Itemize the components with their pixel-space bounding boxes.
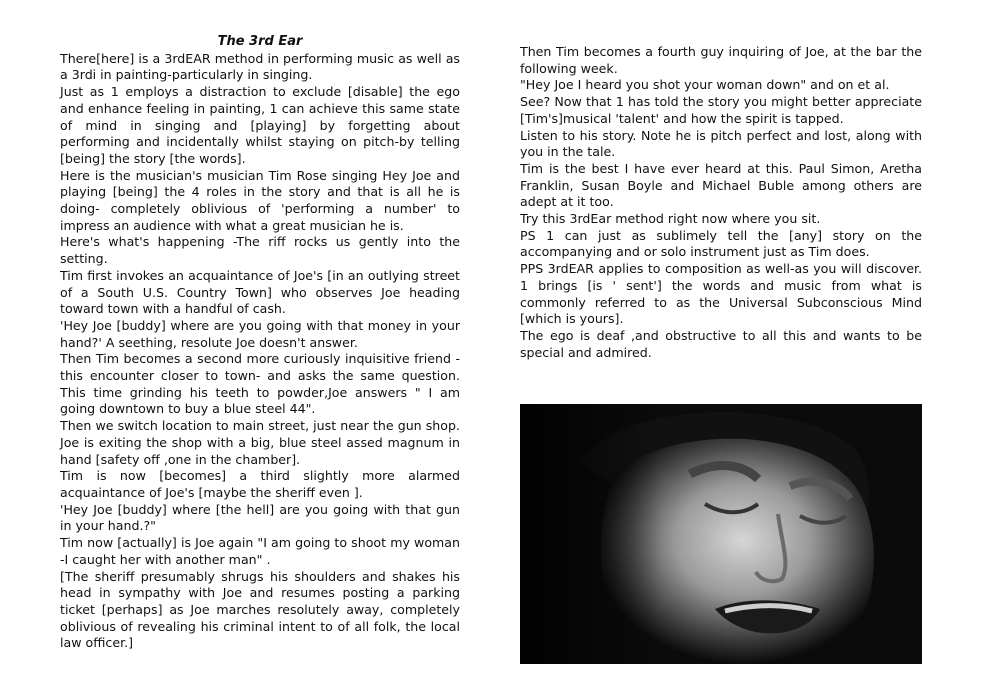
- left-column: [60, 34, 460, 652]
- singer-face-photo-icon: [520, 404, 922, 664]
- paragraph: See? Now that 1 has told the story you might better appreciate [Tim's]musical 'talent' and how the spirit is tapped.: [520, 94, 922, 126]
- paragraph: Tim first invokes an acquaintance of Joe's [in an outlying street of a South U.S. Country Town] who observes Joe heading toward town with a handful of cash.: [60, 267, 460, 317]
- paragraph: Tim now [actually] is Joe again "I am going to shoot my woman -I caught her with another man" .: [60, 535, 460, 567]
- paragraph: There[here] is a 3rdEAR method in performing music as well as a 3rdi in painting-particularly in singing.: [60, 50, 460, 83]
- paragraph: 'Hey Joe [buddy] where are you going with that money in your hand?' A seething, resolute Joe doesn't answer.: [60, 317, 460, 350]
- paragraph: "Hey Joe I heard you shot your woman down" and on et al.: [520, 77, 890, 93]
- paragraph: Tim is now [becomes] a third slightly more alarmed acquaintance of Joe's [maybe the sheriff even ].: [60, 468, 460, 500]
- paragraph: Then Tim becomes a second more curiously inquisitive friend -this encounter closer to town- and asks the same question. This time grinding his teeth to powder,Joe answers " I am going downtown to buy a blue steel 44".: [60, 351, 460, 417]
- paragraph: [The sheriff presumably shrugs his shoulders and shakes his head in sympathy with Joe and resumes posting a parking ticket [perhaps] as Joe marches resolutely away, completely oblivious of revealing his criminal intent to of all folk, the local law officer.]: [60, 568, 460, 651]
- document-title: The 3rd Ear: [217, 34, 303, 49]
- paragraph: Here is the musician's musician Tim Rose singing Hey Joe and playing [being] the 4 roles in the story and that is all he is doing- completely oblivious of 'performing a number' to impress an audience with what a great musician he is.: [60, 167, 460, 233]
- paragraph: 'Hey Joe [buddy] where [the hell] are you going with that gun in your hand.?": [60, 501, 460, 534]
- singer-photo: [520, 404, 922, 664]
- paragraph: Listen to his story. Note he is pitch perfect and lost, along with you in the tale.: [520, 127, 922, 160]
- paragraph: Then Tim becomes a fourth guy inquiring of Joe, at the bar the following week.: [520, 44, 922, 76]
- right-column: [520, 44, 922, 361]
- paragraph: Here's what's happening -The riff rocks us gently into the setting.: [60, 234, 460, 267]
- paragraph: Just as 1 employs a distraction to exclude [disable] the ego and enhance feeling in painting, 1 can achieve this same state of mind in singing and [playing] by forgetting about performing and incidentally whilst staying on pitch-by telling [being] the story [the words].: [60, 84, 460, 166]
- paragraph: Then we switch location to main street, just near the gun shop. Joe is exiting the shop with a big, blue steel assed magnum in hand [safety off ,one in the chamber].: [60, 418, 460, 467]
- paragraph: PPS 3rdEAR applies to composition as well-as you will discover. 1 brings [is ' sent'] the words and music from what is commonly referred to as the Universal Subconscious Mind [which is yours].: [520, 261, 922, 327]
- paragraph: Try this 3rdEar method right now where you sit.: [520, 211, 821, 227]
- paragraph: The ego is deaf ,and obstructive to all this and wants to be special and admired.: [520, 327, 922, 360]
- paragraph: PS 1 can just as sublimely tell the [any] story on the accompanying and or solo instrument just as Tim does.: [520, 227, 922, 260]
- paragraph: Tim is the best I have ever heard at this. Paul Simon, Aretha Franklin, Susan Boyle and Michael Buble among others are adept at it too.: [520, 160, 922, 210]
